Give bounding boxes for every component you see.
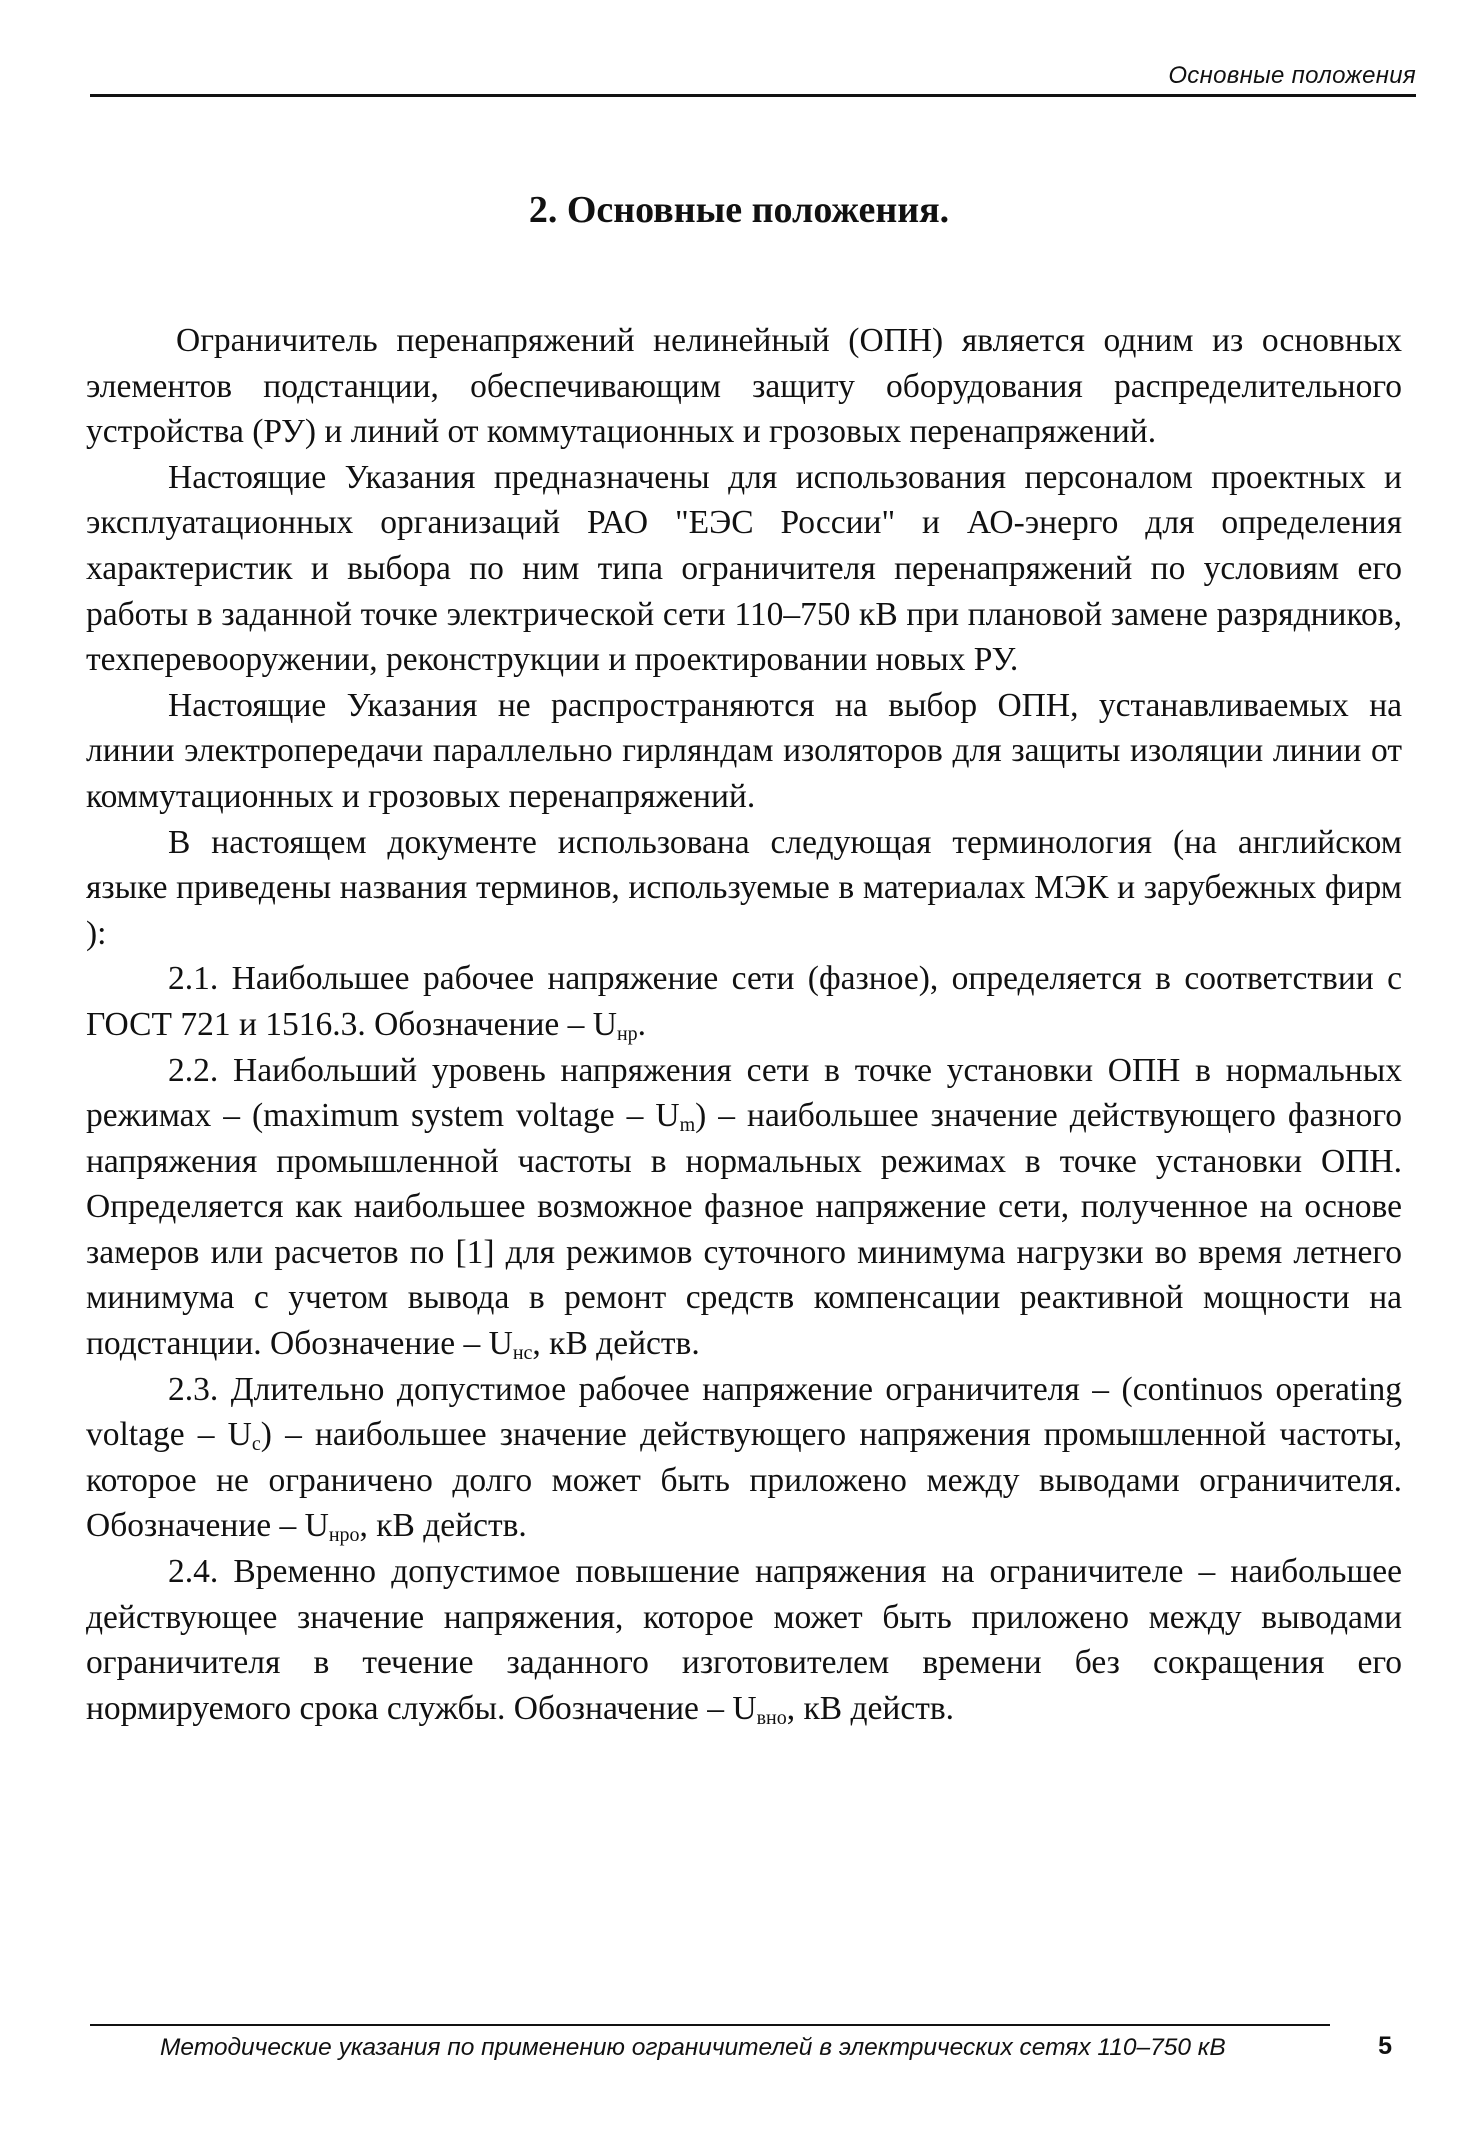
term-item-text: 2.4. Временно допустимое повышение напряжения на ограничителе – наибольшее действующее значение напряжения, которое может быть приложено между выводами ограничителя в течение заданного изготовителем времени без сокращения его нормируемого срока службы. Обозначение – U <box>86 1553 1402 1727</box>
paragraph-scope: Настоящие Указания не распространяются на выбор ОПН, устанавливаемых на линии электропередачи параллельно гирляндам изоляторов для защиты изоляции линии от коммутационных и грозовых перенапряжений. <box>86 686 1402 815</box>
term-item-text: 2.3. Длительно допустимое рабочее напряжение ограничителя – (continuos operating voltage – U <box>86 1370 1402 1454</box>
subscript: нро <box>328 1524 360 1547</box>
term-item-2-2 <box>86 1048 1402 1367</box>
paragraph-terminology: В настоящем документе использована следующая терминология (на английском языке приведены названия терминов, используемые в материалах МЭК и зарубежных фирм ): <box>86 823 1402 952</box>
subscript: вно <box>756 1706 787 1729</box>
paragraph-intro: Ограничитель перенапряжений нелинейный (ОПН) является одним из основных элементов подстанции, обеспечивающим защиту оборудования распределительного устройства (РУ) и линий от коммутационных и грозовых перенапряжений. <box>86 322 1402 451</box>
term-item-mid: ) – наибольшее значение действующего фазного напряжения промышленной частоты в нормальных режимах в точке установки ОПН. Определяется как наибольшее возможное фазное напряжение сети, полученное на основе замеров или расчетов по [1] для режимов суточного минимума нагрузки во время летнего минимума с учетом вывода в ремонт средств компенсации реактивной мощности на подстанции. Обозначение – U <box>86 1097 1403 1363</box>
subscript: m <box>679 1114 696 1137</box>
paragraph-purpose: Настоящие Указания предназначены для использования персоналом проектных и эксплуатационных организаций РАО "ЕЭС России" и АО-энерго для определения характеристик и выбора по ним типа ограничителя перенапряжений по условиям его работы в заданной точке электрической сети 110–750 кВ при плановой замене разрядников, техперевооружении, реконструкции и проектировании новых РУ. <box>86 458 1402 679</box>
term-item-2-3 <box>86 1367 1402 1549</box>
term-item-2-1 <box>86 956 1402 1047</box>
term-item-tail: , кВ действ. <box>786 1689 955 1727</box>
term-item-tail: , кВ действ. <box>532 1325 700 1363</box>
footer-divider <box>90 2024 1330 2026</box>
subscript: нр <box>616 1022 638 1045</box>
term-item-tail: . <box>637 1005 647 1043</box>
term-item-2-4 <box>86 1549 1402 1731</box>
term-item-text: 2.2. Наибольший уровень напряжения сети в точке установки ОПН в нормальных режимах – (maximum system voltage – U <box>86 1051 1402 1135</box>
footer-title: Методические указания по применению ограничителей в электрических сетях 110–750 кВ <box>160 2034 1226 2061</box>
term-item-mid: ) – наибольшее значение действующего напряжения промышленной частоты, которое не ограничено долго может быть приложено между выводами ограничителя. Обозначение – U <box>86 1416 1402 1545</box>
term-item-tail: , кВ действ. <box>359 1507 527 1545</box>
chapter-title: 2. Основные положения. <box>528 189 950 231</box>
page-number: 5 <box>1378 2032 1392 2060</box>
body-text <box>86 318 1402 1731</box>
subscript: c <box>251 1433 261 1456</box>
header-divider <box>90 94 1416 97</box>
term-item-text: 2.1. Наибольшее рабочее напряжение сети (фазное), определяется в соответствии с ГОСТ 721 и 1516.3. Обозначение – U <box>86 960 1402 1043</box>
subscript: нс <box>512 1342 533 1365</box>
running-header: Основные положения <box>1168 62 1416 89</box>
